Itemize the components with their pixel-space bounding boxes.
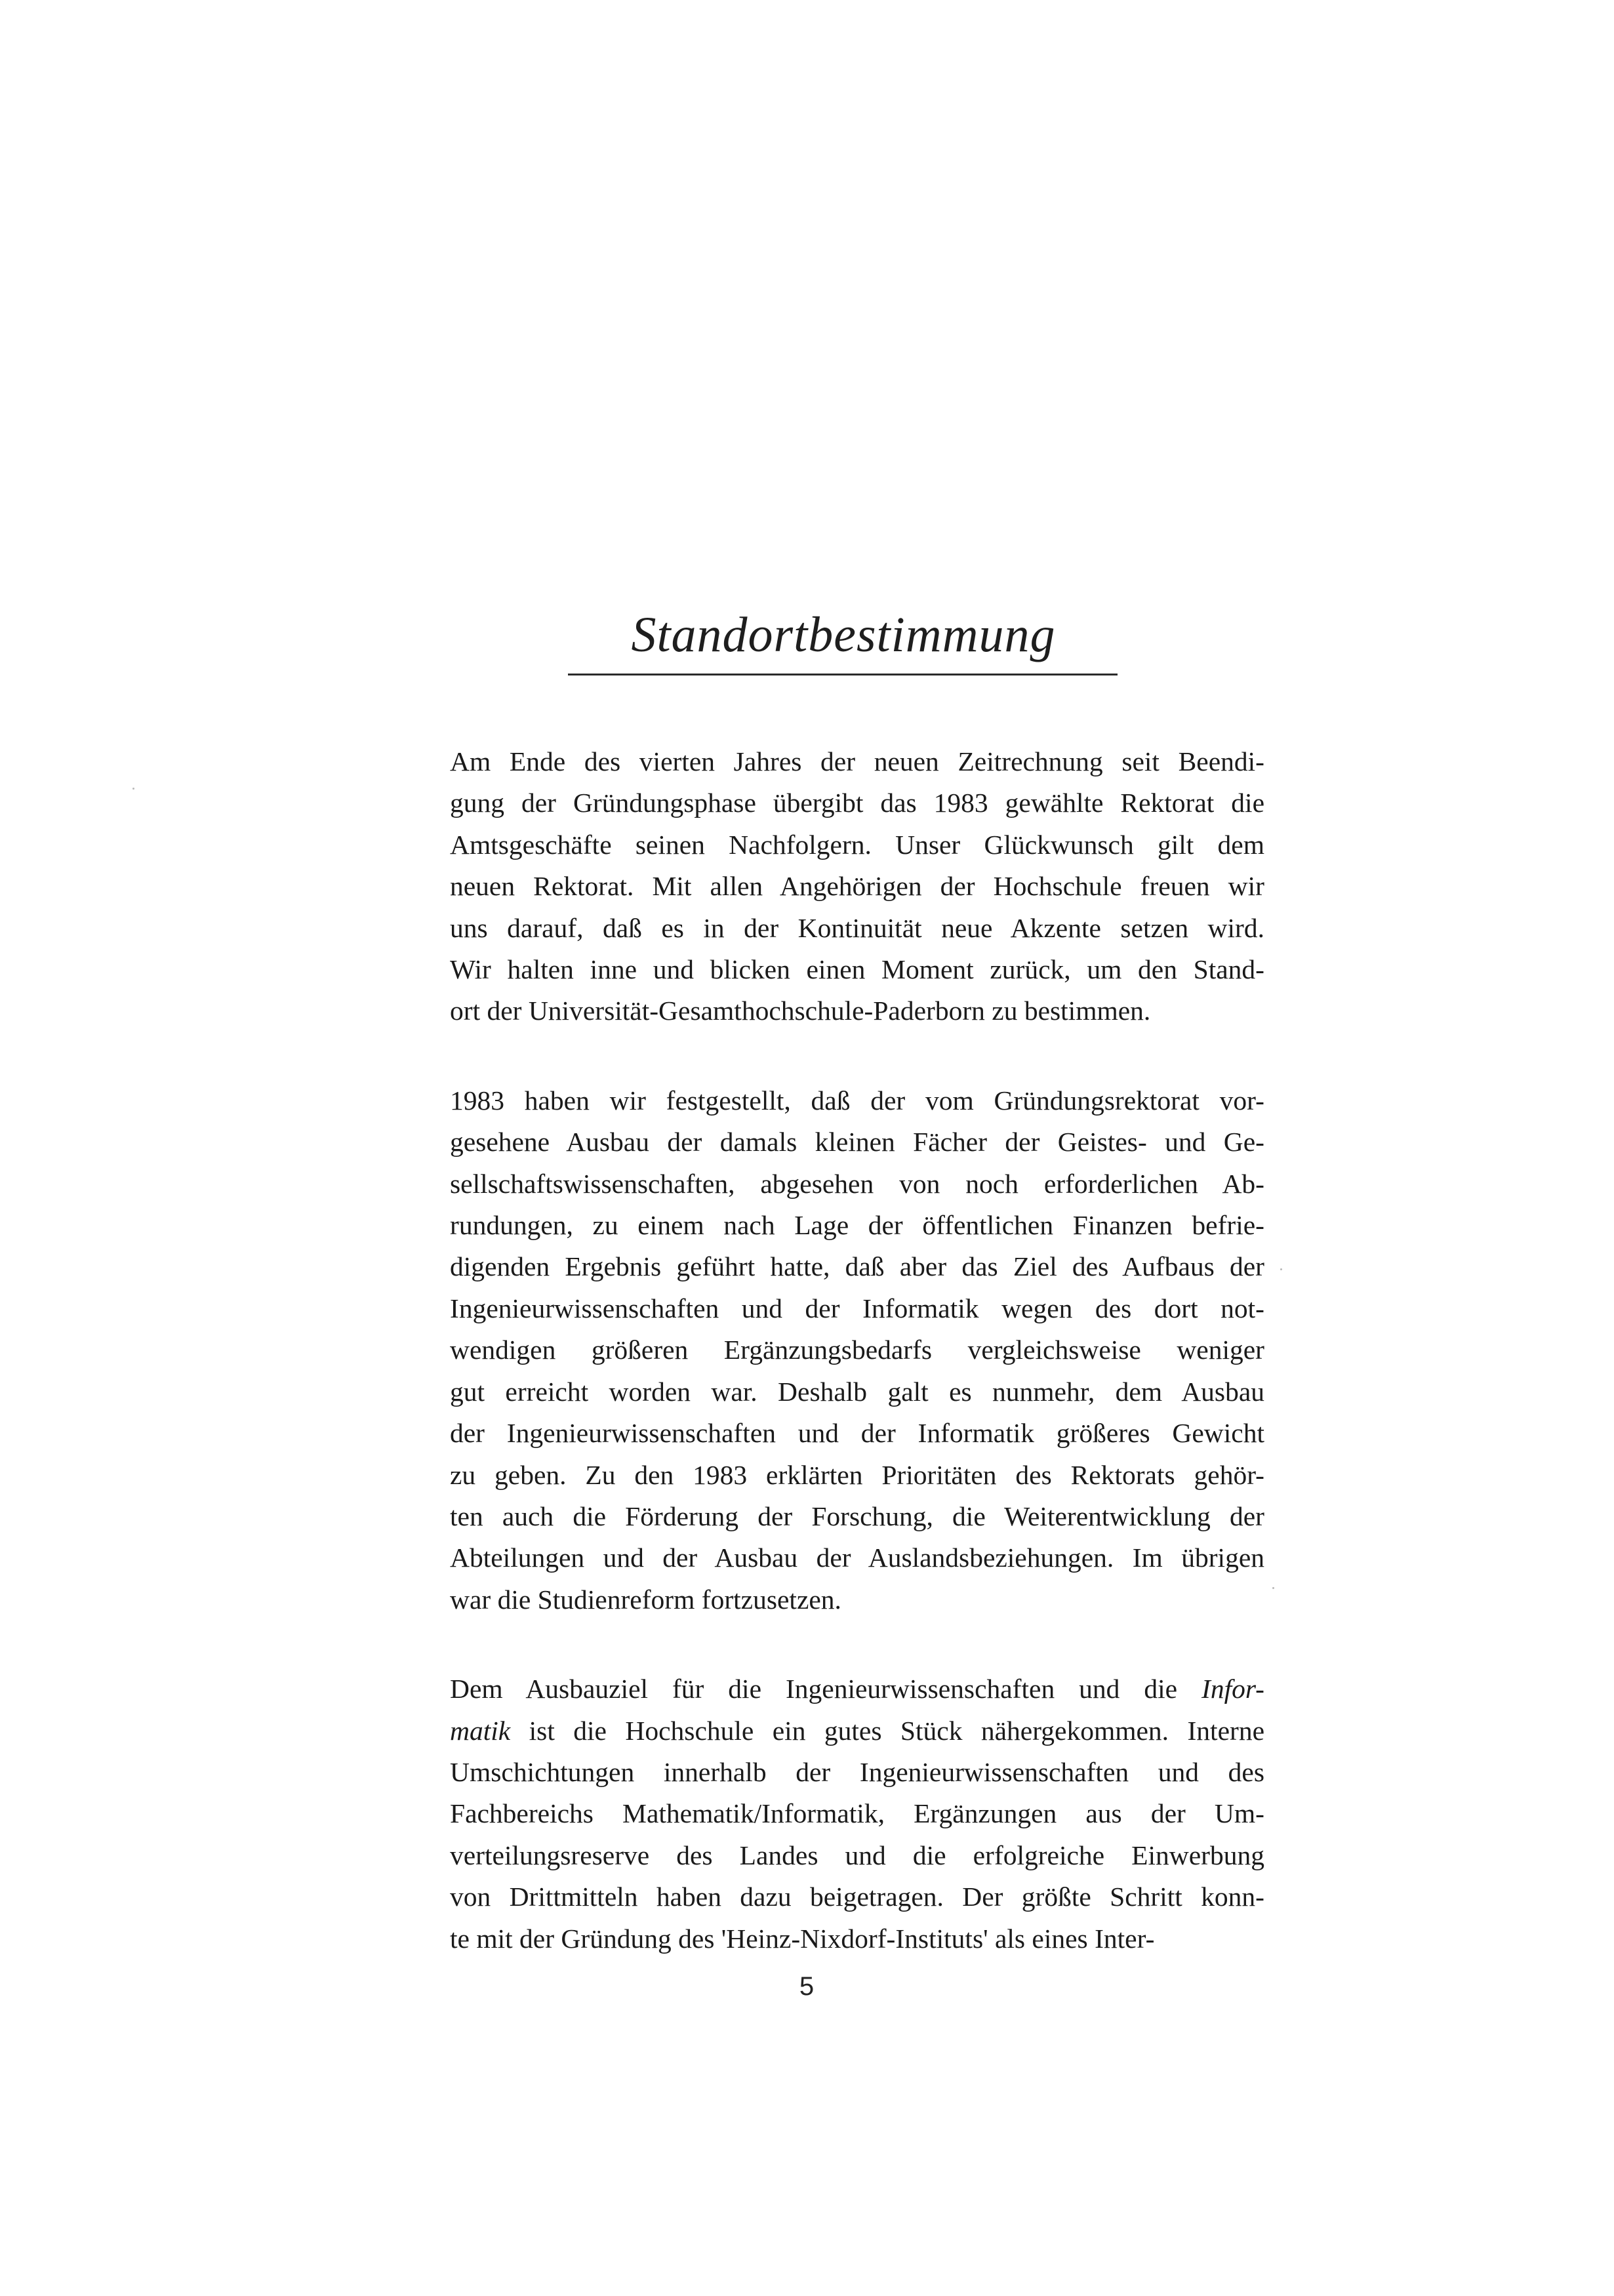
text-line: gesehene Ausbau der damals kleinen Fächer der Geistes- und Ge- <box>450 1127 1264 1158</box>
scan-speck <box>1272 1587 1274 1589</box>
paragraph-3 <box>450 1668 1264 1960</box>
text-run: Dem Ausbauziel für die Ingenieurwissenschaften und die <box>450 1674 1201 1704</box>
text-line: te mit der Gründung des 'Heinz-Nixdorf-Instituts' als eines Inter- <box>450 1923 1155 1954</box>
scan-speck <box>132 788 134 790</box>
paragraph-1 <box>450 741 1264 1032</box>
text-line: digenden Ergebnis geführt hatte, daß aber das Ziel des Aufbaus der <box>450 1251 1264 1282</box>
page-title: Standortbestimmung <box>631 607 1056 662</box>
text-line: ort der Universität-Gesamthochschule-Paderborn zu bestimmen. <box>450 996 1151 1026</box>
text-line: Abteilungen und der Ausbau der Auslandsbeziehungen. Im übrigen <box>450 1542 1264 1573</box>
text-line: wendigen größeren Ergänzungsbedarfs vergleichsweise weniger <box>450 1335 1264 1365</box>
text-line: uns darauf, daß es in der Kontinuität neue Akzente setzen wird. <box>450 912 1264 943</box>
paragraph-2 <box>450 1080 1264 1621</box>
text-line: Am Ende des vierten Jahres der neuen Zeitrechnung seit Beendi- <box>450 746 1264 776</box>
text-line: Wir halten inne und blicken einen Moment zurück, um den Stand- <box>450 954 1264 985</box>
italic-term: Infor- <box>1201 1674 1264 1704</box>
title-underline <box>568 674 1118 675</box>
text-line: ten auch die Förderung der Forschung, die Weiterentwicklung der <box>450 1500 1264 1531</box>
text-line <box>450 1710 1264 1752</box>
text-run: ist die Hochschule ein gutes Stück nähergekommen. Interne <box>510 1715 1264 1746</box>
text-line: gut erreicht worden war. Deshalb galt es nunmehr, dem Ausbau <box>450 1376 1264 1407</box>
text-line: rundungen, zu einem nach Lage der öffentlichen Finanzen befrie- <box>450 1210 1264 1241</box>
text-line: Fachbereichs Mathematik/Informatik, Ergänzungen aus der Um- <box>450 1798 1264 1829</box>
text-line: neuen Rektorat. Mit allen Angehörigen der Hochschule freuen wir <box>450 871 1264 902</box>
text-line: Ingenieurwissenschaften und der Informatik wegen des dort not- <box>450 1293 1264 1323</box>
text-line: war die Studienreform fortzusetzen. <box>450 1584 841 1615</box>
italic-term: matik <box>450 1715 511 1746</box>
text-line: 1983 haben wir festgestellt, daß der vom Gründungsrektorat vor- <box>450 1085 1264 1116</box>
text-line: verteilungsreserve des Landes und die erfolgreiche Einwerbung <box>450 1840 1264 1870</box>
page-number: 5 <box>799 1972 815 2001</box>
text-line: von Drittmitteln haben dazu beigetragen. Der größte Schritt konn- <box>450 1882 1264 1912</box>
text-line: sellschaftswissenschaften, abgesehen von noch erforderlichen Ab- <box>450 1168 1264 1199</box>
scan-speck <box>1280 1268 1282 1270</box>
text-line: zu geben. Zu den 1983 erklärten Prioritäten des Rektorats gehör- <box>450 1459 1264 1490</box>
text-line <box>450 1668 1264 1710</box>
body-text <box>450 741 1264 2007</box>
text-line: Umschichtungen innerhalb der Ingenieurwissenschaften und des <box>450 1756 1264 1787</box>
text-line: Amtsgeschäfte seinen Nachfolgern. Unser Glückwunsch gilt dem <box>450 829 1264 860</box>
text-line: der Ingenieurwissenschaften und der Informatik größeres Gewicht <box>450 1418 1264 1449</box>
text-line: gung der Gründungsphase übergibt das 1983 gewählte Rektorat die <box>450 788 1264 818</box>
